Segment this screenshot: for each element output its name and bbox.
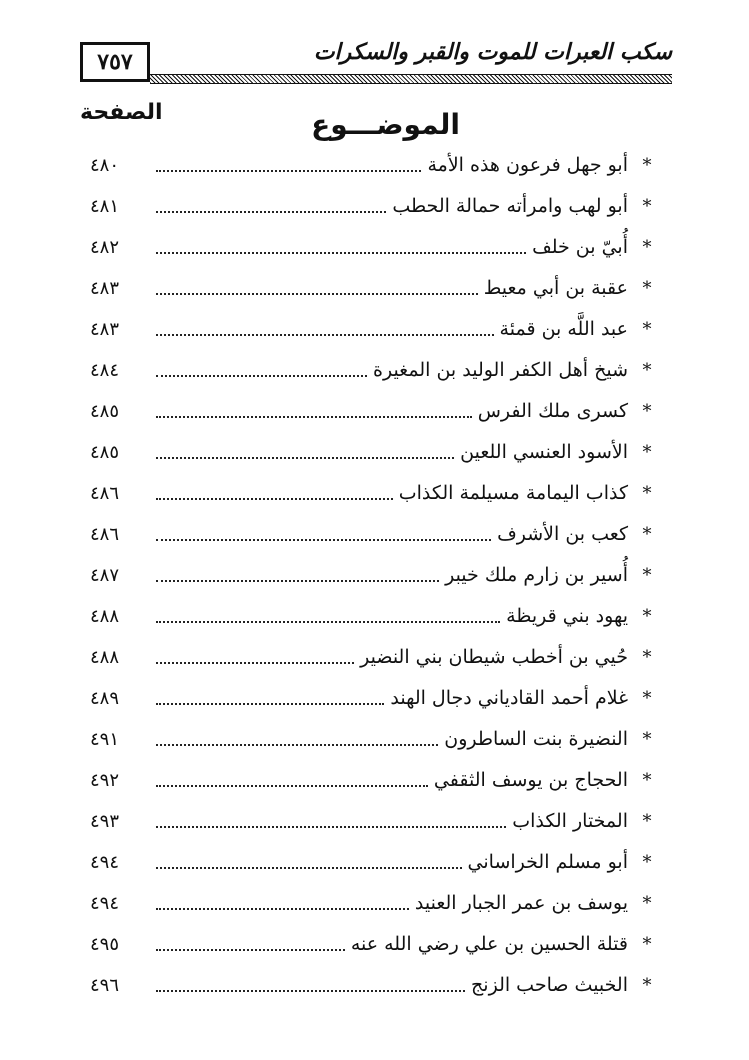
toc-entry [90,847,660,877]
bullet-star-icon: * [642,154,652,176]
toc-entry [90,150,660,180]
toc-entry [90,191,660,221]
bullet-star-icon: * [642,605,652,627]
bullet-star-icon: * [642,810,652,832]
entry-page: ٤٨٤ [90,359,120,381]
entry-title: عبد اللَّه بن قمئة [499,318,628,340]
entry-page: ٤٩٥ [90,933,120,955]
leader-dots [156,332,494,336]
bullet-star-icon: * [642,728,652,750]
toc-entry [90,929,660,959]
entry-page: ٤٨٠ [90,154,120,176]
entry-title: النضيرة بنت الساطرون [444,728,628,750]
toc-entry [90,724,660,754]
entry-page: ٤٨٩ [90,687,120,709]
toc-entry [90,273,660,303]
entry-page: ٤٨٦ [90,523,120,545]
leader-dots [156,824,506,828]
leader-dots [156,496,393,500]
toc-entry [90,888,660,918]
toc-entry [90,355,660,385]
entry-title: يوسف بن عمر الجبار العنيد [414,892,628,914]
leader-dots [156,906,409,910]
entry-title: يهود بني قريظة [506,605,628,627]
leader-dots [156,742,438,746]
book-title: سكب العبرات للموت والقبر والسكرات [313,40,672,65]
entry-page: ٤٨٣ [90,318,120,340]
running-header [68,38,672,88]
toc-entry [90,806,660,836]
entry-title: أُبيّ بن خلف [532,236,628,258]
leader-dots [156,865,462,869]
bullet-star-icon: * [642,359,652,381]
entry-title: الأسود العنسي اللعين [460,441,628,463]
entry-page: ٤٩٤ [90,892,120,914]
entry-page: ٤٨٢ [90,236,120,258]
toc-entry [90,232,660,262]
entry-page: ٤٨٥ [90,441,120,463]
leader-dots [156,537,491,541]
entry-title: أبو لهب وامرأته حمالة الحطب [392,195,628,217]
header-rule [150,74,672,84]
leader-dots [156,660,354,664]
entry-title: غلام أحمد القادياني دجال الهند [390,687,628,709]
entry-title: أبو مسلم الخراساني [467,851,628,873]
bullet-star-icon: * [642,687,652,709]
entry-page: ٤٨٦ [90,482,120,504]
bullet-star-icon: * [642,482,652,504]
bullet-star-icon: * [642,277,652,299]
leader-dots [156,947,345,951]
leader-dots [156,250,526,254]
leader-dots [156,783,428,787]
entry-page: ٤٨١ [90,195,120,217]
page-column-heading: الصفحة [80,100,163,125]
bullet-star-icon: * [642,236,652,258]
entry-page: ٤٨٨ [90,605,120,627]
bullet-star-icon: * [642,769,652,791]
leader-dots [156,988,465,992]
leader-dots [156,701,384,705]
entry-title: الحجاج بن يوسف الثقفي [433,769,628,791]
leader-dots [156,168,421,172]
leader-dots [156,373,367,377]
toc-entry [90,765,660,795]
toc-entry [90,601,660,631]
bullet-star-icon: * [642,851,652,873]
toc-entry [90,970,660,1000]
entry-title: كعب بن الأشرف [497,523,628,545]
entry-title: المختار الكذاب [512,810,628,832]
entry-page: ٤٨٥ [90,400,120,422]
bullet-star-icon: * [642,318,652,340]
leader-dots [156,619,500,623]
toc-entry [90,642,660,672]
page-number-box [80,42,150,82]
entry-title: حُيي بن أخطب شيطان بني النضير [360,646,628,668]
bullet-star-icon: * [642,400,652,422]
entry-page: ٤٩٦ [90,974,120,996]
toc-entry [90,519,660,549]
entry-page: ٤٩٤ [90,851,120,873]
toc-entry [90,560,660,590]
entry-title: عقبة بن أبي معيط [483,277,628,299]
entry-page: ٤٨٧ [90,564,120,586]
toc-entry [90,478,660,508]
bullet-star-icon: * [642,564,652,586]
leader-dots [156,578,439,582]
toc-entry [90,314,660,344]
page-number: ٧٥٧ [97,49,133,75]
bullet-star-icon: * [642,892,652,914]
bullet-star-icon: * [642,646,652,668]
leader-dots [156,209,386,213]
entry-title: قتلة الحسين بن علي رضي الله عنه [350,933,628,955]
bullet-star-icon: * [642,523,652,545]
bullet-star-icon: * [642,974,652,996]
entry-title: أبو جهل فرعون هذه الأمة [427,154,628,176]
bullet-star-icon: * [642,195,652,217]
entry-title: أُسير بن زارم ملك خيبر [445,564,628,586]
entry-page: ٤٨٣ [90,277,120,299]
entry-title: الخبيث صاحب الزنج [471,974,628,996]
topic-column-heading: الموضـــوع [311,108,460,141]
entry-title: كسرى ملك الفرس [477,400,628,422]
toc-entry [90,437,660,467]
bullet-star-icon: * [642,441,652,463]
entry-title: شيخ أهل الكفر الوليد بن المغيرة [373,359,628,381]
entry-page: ٤٩٣ [90,810,120,832]
toc-entry [90,396,660,426]
leader-dots [156,455,454,459]
leader-dots [156,414,472,418]
entry-page: ٤٨٨ [90,646,120,668]
bullet-star-icon: * [642,933,652,955]
entry-page: ٤٩٢ [90,769,120,791]
entry-page: ٤٩١ [90,728,120,750]
entry-title: كذاب اليمامة مسيلمة الكذاب [398,482,628,504]
toc-entry [90,683,660,713]
leader-dots [156,291,478,295]
